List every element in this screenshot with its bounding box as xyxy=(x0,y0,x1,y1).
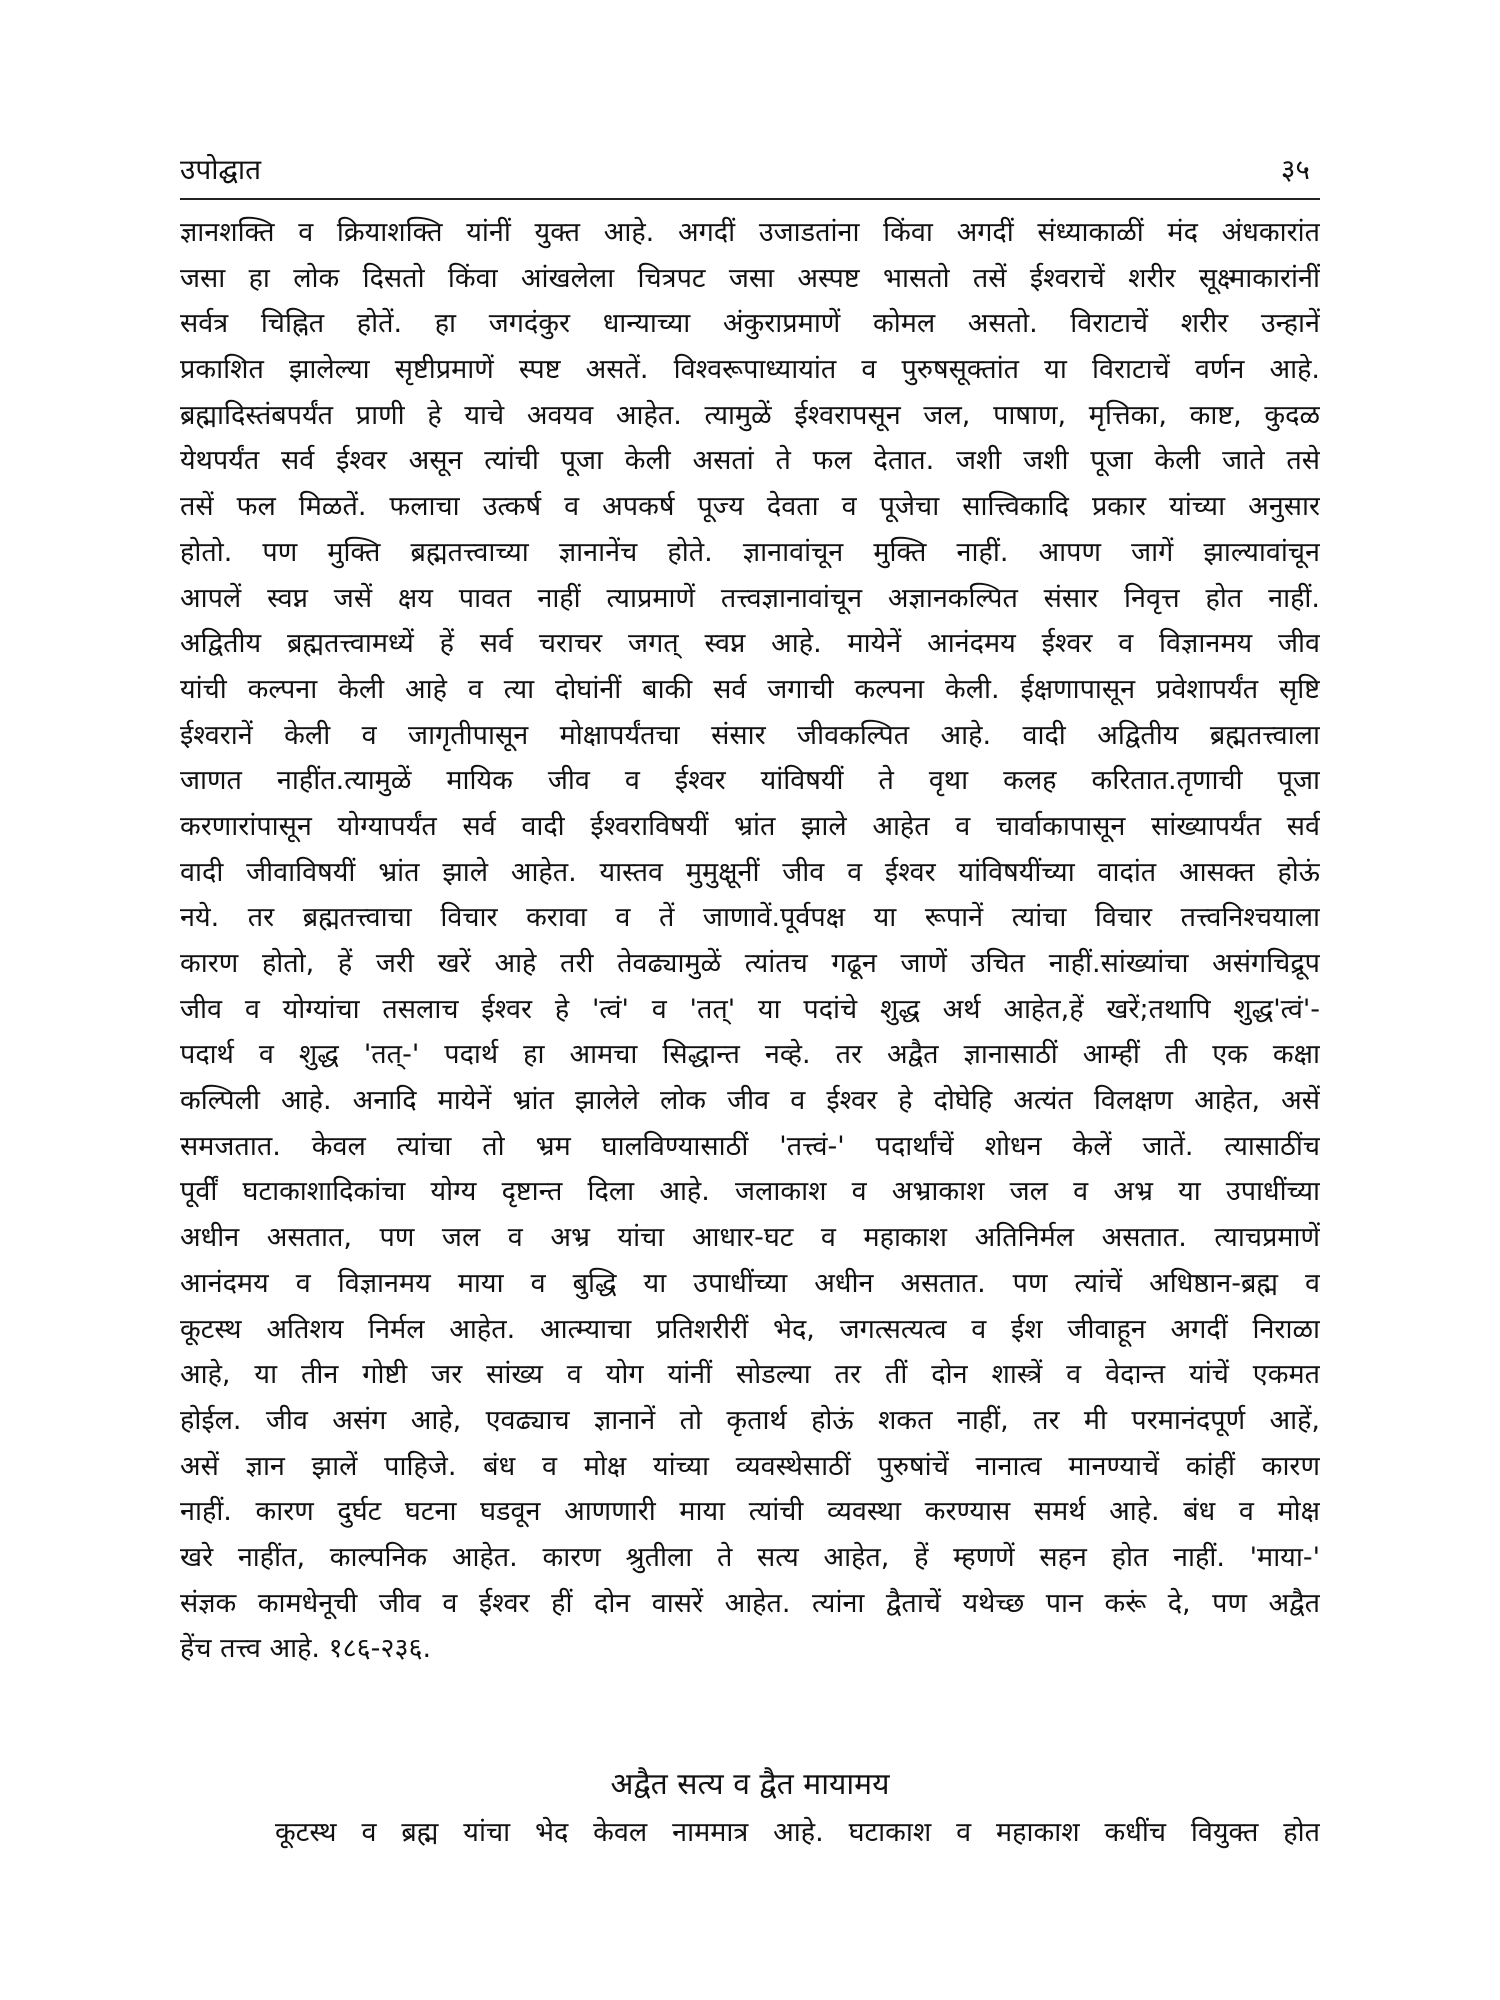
paragraph-line: कल्पिली आहे. अनादि मायेनें भ्रांत झालेले लोक जीव व ईश्वर हे दोघेहि अत्यंत विलक्षण आहेत, असें xyxy=(180,1085,1320,1117)
paragraph-line: अधीन असतात, पण जल व अभ्र यांचा आधार-घट व महाकाश अतिनिर्मल असतात. त्याचप्रमाणें xyxy=(180,1222,1320,1254)
paragraph-line: कारण होतो, हें जरी खरें आहे तरी तेवढ्यामुळें त्यांतच गढून जाणें उचित नाहीं.सांख्यांचा असंगचिद्रूप xyxy=(180,948,1320,979)
paragraph-line: तसें फल मिळतें. फलाचा उत्कर्ष व अपकर्ष पूज्य देवता व पूजेचा सात्त्विकादि प्रकार यांच्या अनुसार xyxy=(180,491,1320,523)
paragraph-line: करणारांपासून योग्यापर्यंत सर्व वादी ईश्वराविषयीं भ्रांत झाले आहेत व चार्वाकापासून सांख्यापर्यंत सर्व xyxy=(180,810,1320,842)
paragraph-line: होतो. पण मुक्ति ब्रह्मतत्त्वाच्या ज्ञानानेंच होते. ज्ञानावांचून मुक्ति नाहीं. आपण जागें झाल्यावांचून xyxy=(180,536,1320,568)
main-paragraph xyxy=(180,210,1320,1672)
paragraph-line: पूर्वीं घटाकाशादिकांचा योग्य दृष्टान्त दिला आहे. जलाकाश व अभ्राकाश जल व अभ्र या उपाधींच्या xyxy=(180,1176,1320,1208)
page-number: ३५ xyxy=(1280,153,1310,186)
paragraph-line: जाणत नाहींत.त्यामुळें मायिक जीव व ईश्वर यांविषयीं ते वृथा कलह करितात.तृणाची पूजा xyxy=(180,765,1320,797)
running-head-title: उपोद्घात xyxy=(180,153,262,186)
paragraph-line: जीव व योग्यांचा तसलाच ईश्वर हे 'त्वं' व 'तत्' या पदांचे शुद्ध अर्थ आहेत,हें खरें;तथापि शुद्ध'त्वं'- xyxy=(180,993,1320,1025)
paragraph-line: ज्ञानशक्ति व क्रियाशक्ति यांनीं युक्त आहे. अगदीं उजाडतांना किंवा अगदीं संध्याकाळीं मंद अंधकारांत xyxy=(180,217,1320,248)
paragraph-line: नये. तर ब्रह्मतत्त्वाचा विचार करावा व तें जाणावें.पूर्वपक्ष या रूपानें त्यांचा विचार तत्त्वनिश्चयाला xyxy=(180,902,1320,934)
paragraph-line: संज्ञक कामधेनूची जीव व ईश्वर हीं दोन वासरें आहेत. त्यांना द्वैताचें यथेच्छ पान करूं दे, पण अद्वैत xyxy=(180,1587,1320,1619)
paragraph-line: नाहीं. कारण दुर्घट घटना घडवून आणणारी माया त्यांची व्यवस्था करण्यास समर्थ आहे. बंध व मोक्ष xyxy=(180,1496,1320,1528)
paragraph-line: यांची कल्पना केली आहे व त्या दोघांनीं बाकी सर्व जगाची कल्पना केली. ईक्षणापासून प्रवेशापर्यंत सृष्टि xyxy=(180,673,1320,705)
paragraph-line: अद्वितीय ब्रह्मतत्त्वामध्यें हें सर्व चराचर जगत् स्वप्न आहे. मायेनें आनंदमय ईश्वर व विज्ञानमय जीव xyxy=(180,628,1320,660)
paragraph-line: असें ज्ञान झालें पाहिजे. बंध व मोक्ष यांच्या व्यवस्थेसाठीं पुरुषांचें नानात्व मानण्याचें कांहीं कारण xyxy=(180,1450,1320,1482)
paragraph-line: येथपर्यंत सर्व ईश्वर असून त्यांची पूजा केली असतां ते फल देतात. जशी जशी पूजा केली जाते तसे xyxy=(180,445,1320,477)
paragraph-line: हेंच तत्त्व आहे. १८६-२३६. xyxy=(180,1633,432,1665)
paragraph-line: आहे, या तीन गोष्टी जर सांख्य व योग यांनीं सोडल्या तर तीं दोन शास्त्रें व वेदान्त यांचें एकमत xyxy=(180,1359,1320,1391)
paragraph-line: होईल. जीव असंग आहे, एवढ्याच ज्ञानानें तो कृतार्थ होऊं शकत नाहीं, तर मी परमानंदपूर्ण आहें, xyxy=(180,1404,1320,1436)
paragraph-line: पदार्थ व शुद्ध 'तत्-' पदार्थ हा आमचा सिद्धान्त नव्हे. तर अद्वैत ज्ञानासाठीं आम्हीं ती एक कक्षा xyxy=(180,1039,1320,1071)
running-header xyxy=(180,150,1320,196)
paragraph-line: ब्रह्मादिस्तंबपर्यंत प्राणी हे याचे अवयव आहेत. त्यामुळें ईश्वरापसून जल, पाषाण, मृत्तिका, काष्ट, कुदळ xyxy=(180,399,1320,431)
paragraph-line: आपलें स्वप्न जसें क्षय पावत नाहीं त्याप्रमाणें तत्त्वज्ञानावांचून अज्ञानकल्पित संसार निवृत्त होत नाहीं. xyxy=(180,582,1320,614)
paragraph-line: प्रकाशित झालेल्या सृष्टीप्रमाणें स्पष्ट असतें. विश्वरूपाध्यायांत व पुरुषसूक्तांत या विराटाचें वर्णन आहे. xyxy=(180,354,1320,386)
paragraph-line: जसा हा लोक दिसतो किंवा आंखलेला चित्रपट जसा अस्पष्ट भासतो तसें ईश्वराचें शरीर सूक्ष्माकारांनीं xyxy=(180,262,1320,294)
paragraph-line: कूटस्थ अतिशय निर्मल आहेत. आत्म्याचा प्रतिशरीरीं भेद, जगत्सत्यत्व व ईश जीवाहून अगदीं निराळा xyxy=(180,1313,1320,1345)
paragraph-line: समजतात. केवल त्यांचा तो भ्रम घालविण्यासाठीं 'तत्त्वं-' पदार्थांचें शोधन केलें जातें. त्यासाठींच xyxy=(180,1130,1320,1162)
paragraph-line: ईश्वरानें केली व जागृतीपासून मोक्षापर्यंतचा संसार जीवकल्पित आहे. वादी अद्वितीय ब्रह्मतत्त्वाला xyxy=(180,719,1320,751)
header-rule xyxy=(180,198,1320,200)
section-heading: अद्वैत सत्य व द्वैत मायामय xyxy=(610,1767,890,1802)
next-paragraph-line: कूटस्थ व ब्रह्म यांचा भेद केवल नाममात्र आहे. घटाकाश व महाकाश कधींच वियुक्त होत xyxy=(275,1817,1320,1848)
paragraph-line: सर्वत्र चिह्नित होतें. हा जगदंकुर धान्याच्या अंकुराप्रमाणें कोमल असतो. विराटाचें शरीर उन्हानें xyxy=(180,308,1320,340)
paragraph-line: आनंदमय व विज्ञानमय माया व बुद्धि या उपाधींच्या अधीन असतात. पण त्यांचें अधिष्ठान-ब्रह्म व xyxy=(180,1267,1320,1299)
paragraph-line: खरे नाहींत, काल्पनिक आहेत. कारण श्रुतीला ते सत्य आहेत, हें म्हणणें सहन होत नाहीं. 'माया-' xyxy=(180,1541,1320,1573)
paragraph-line: वादी जीवाविषयीं भ्रांत झाले आहेत. यास्तव मुमुक्षूनीं जीव व ईश्वर यांविषयींच्या वादांत आसक्त होऊं xyxy=(180,856,1320,888)
